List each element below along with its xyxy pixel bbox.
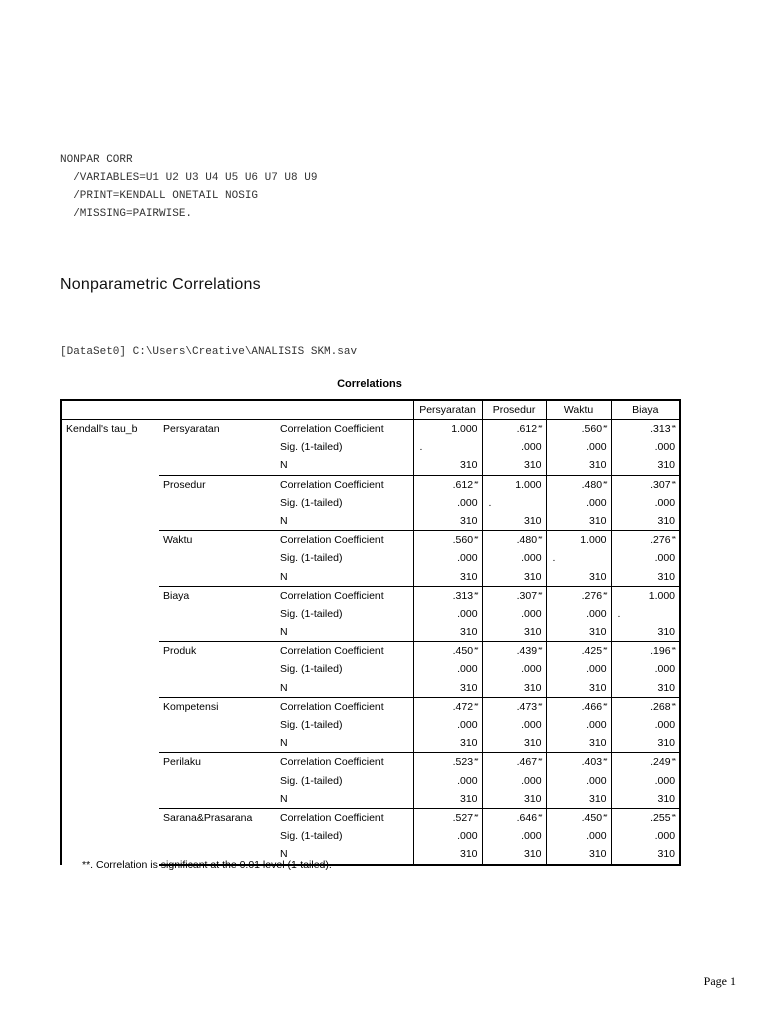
row-variable-label — [159, 660, 276, 678]
value-text: 310 — [460, 737, 478, 750]
significance-marker: ** — [671, 813, 676, 821]
value-text: .000 — [586, 774, 607, 787]
value-cell — [482, 734, 546, 753]
value-cell — [611, 642, 680, 661]
row-variable-label: Prosedur — [159, 475, 276, 494]
value-cell — [546, 456, 611, 475]
value-text: .523 — [452, 756, 474, 769]
significance-marker: ** — [538, 425, 542, 432]
value-text: .466 — [581, 700, 603, 713]
value-cell — [482, 790, 546, 809]
value-text: .473 — [516, 700, 538, 713]
significance-marker: ** — [474, 813, 478, 821]
statistic-label: N — [280, 626, 288, 639]
value-cell — [546, 845, 611, 864]
value-cell — [546, 623, 611, 642]
value-cell — [611, 494, 680, 512]
value-cell — [611, 456, 680, 475]
significance-marker: ** — [603, 480, 607, 488]
value-cell — [482, 642, 546, 661]
value-text: .403 — [581, 756, 603, 769]
value-cell — [482, 605, 546, 623]
value-cell — [611, 753, 680, 772]
value-cell — [546, 679, 611, 698]
statistic-label: N — [276, 845, 413, 864]
value-text: .000 — [457, 607, 478, 620]
value-text: .196 — [650, 645, 671, 658]
row-variable-label: Produk — [159, 642, 276, 661]
value-cell — [546, 753, 611, 772]
significance-marker: ** — [671, 425, 676, 432]
statistic-label: N — [280, 681, 288, 694]
value-cell — [611, 549, 680, 567]
value-cell — [413, 531, 482, 550]
statistic-label: Correlation Coefficient — [276, 531, 413, 550]
value-text: 310 — [460, 570, 478, 583]
value-cell — [413, 827, 482, 845]
value-cell — [546, 494, 611, 512]
value-cell — [546, 642, 611, 661]
value-text: .480 — [516, 534, 538, 547]
significance-marker: ** — [603, 647, 607, 655]
statistic-label: Correlation Coefficient — [276, 642, 413, 661]
table-footnote: **. Correlation is significant at the 0.01 level (1-tailed). — [82, 859, 332, 871]
value-text: .000 — [654, 496, 676, 509]
row-variable-label — [159, 734, 276, 753]
significance-marker: ** — [603, 758, 607, 766]
statistic-label: N — [280, 570, 288, 583]
column-header: Biaya — [611, 400, 680, 420]
statistic-label: Correlation Coefficient — [276, 420, 413, 439]
row-variable-label — [159, 605, 276, 623]
value-cell — [611, 512, 680, 531]
value-cell — [546, 734, 611, 753]
value-cell — [611, 827, 680, 845]
statistic-label: N — [280, 737, 288, 750]
value-cell — [413, 420, 482, 439]
value-text: 310 — [524, 792, 542, 805]
significance-marker: ** — [474, 536, 478, 544]
value-text: .000 — [457, 774, 478, 787]
table-title: Correlations — [337, 378, 402, 390]
value-text: 1.000 — [451, 423, 478, 435]
value-cell — [482, 420, 546, 439]
statistic-label: N — [280, 792, 288, 805]
value-text: . — [617, 607, 621, 620]
value-text: 310 — [589, 570, 607, 583]
row-variable-label: Persyaratan — [159, 420, 276, 439]
significance-marker: ** — [538, 536, 542, 544]
value-cell — [482, 549, 546, 567]
value-text: .000 — [521, 830, 542, 843]
value-text: 310 — [657, 848, 676, 861]
value-text: .000 — [521, 774, 542, 787]
value-text: 310 — [589, 514, 607, 527]
value-cell — [482, 586, 546, 605]
value-cell — [413, 845, 482, 864]
row-variable-label — [159, 512, 276, 531]
value-text: .527 — [452, 811, 474, 824]
table-header-row — [61, 400, 680, 420]
value-cell — [482, 512, 546, 531]
value-text: 310 — [460, 681, 478, 694]
value-cell — [546, 420, 611, 439]
value-cell — [611, 623, 680, 642]
value-text: .425 — [581, 645, 603, 658]
value-cell — [546, 438, 611, 456]
value-cell — [611, 716, 680, 734]
statistic-label: N — [280, 459, 288, 472]
significance-marker: ** — [538, 591, 542, 599]
value-text: .612 — [516, 423, 538, 435]
value-cell — [482, 827, 546, 845]
statistic-label: Correlation Coefficient — [276, 753, 413, 772]
value-text: .000 — [586, 719, 607, 731]
value-text: 310 — [657, 514, 676, 527]
value-cell — [413, 549, 482, 567]
value-cell — [482, 772, 546, 790]
statistic-label: Sig. (1-tailed) — [280, 774, 343, 787]
value-text: .000 — [586, 496, 607, 509]
value-cell — [482, 438, 546, 456]
value-cell — [611, 660, 680, 678]
row-variable-label: Biaya — [159, 586, 276, 605]
row-variable-label: Perilaku — [159, 753, 276, 772]
value-text: .313 — [650, 423, 671, 435]
value-cell — [482, 716, 546, 734]
value-cell — [413, 623, 482, 642]
value-text: 310 — [460, 459, 478, 472]
value-cell — [482, 531, 546, 550]
significance-marker: ** — [603, 591, 607, 599]
value-text: 1.000 — [580, 534, 607, 547]
dataset-path: [DataSet0] C:\Users\Creative\ANALISIS SKM.sav — [60, 346, 358, 358]
value-text: .000 — [586, 441, 607, 454]
row-variable-label — [159, 716, 276, 734]
significance-marker: ** — [671, 647, 676, 655]
value-cell — [413, 475, 482, 494]
value-cell — [546, 531, 611, 550]
value-cell — [413, 512, 482, 531]
value-cell — [611, 568, 680, 587]
value-text: .000 — [654, 552, 676, 565]
value-text: 310 — [657, 626, 676, 639]
significance-marker: ** — [671, 758, 676, 766]
value-text: 310 — [657, 681, 676, 694]
value-cell — [546, 827, 611, 845]
value-text: .276 — [650, 534, 671, 547]
value-cell — [611, 475, 680, 494]
value-text: .000 — [457, 663, 478, 676]
value-cell — [611, 531, 680, 550]
column-header: Persyaratan — [413, 400, 482, 420]
value-cell — [413, 642, 482, 661]
value-text: .000 — [654, 830, 676, 843]
significance-marker: ** — [538, 813, 542, 821]
statistic-label: Correlation Coefficient — [276, 697, 413, 716]
value-cell — [482, 753, 546, 772]
value-text: .000 — [586, 830, 607, 843]
value-text: .276 — [581, 589, 603, 602]
value-text: . — [488, 496, 492, 509]
value-cell — [413, 660, 482, 678]
value-text: 310 — [460, 792, 478, 805]
value-text: .000 — [457, 552, 478, 565]
value-text: .472 — [452, 700, 474, 713]
value-cell — [482, 660, 546, 678]
value-text: 310 — [589, 681, 607, 694]
value-text: .268 — [650, 700, 671, 713]
statistic-label: Sig. (1-tailed) — [280, 441, 343, 454]
value-text: . — [552, 552, 556, 565]
value-text: 310 — [460, 848, 478, 861]
value-text: 310 — [524, 570, 542, 583]
value-text: .255 — [650, 811, 671, 824]
value-cell — [413, 679, 482, 698]
value-cell — [482, 475, 546, 494]
value-text: .249 — [650, 756, 671, 769]
value-cell — [482, 456, 546, 475]
significance-marker: ** — [603, 425, 607, 432]
value-cell — [611, 772, 680, 790]
value-text: .439 — [516, 645, 538, 658]
value-text: 310 — [524, 514, 542, 527]
significance-marker: ** — [538, 702, 542, 710]
value-cell — [546, 512, 611, 531]
value-cell — [546, 697, 611, 716]
value-cell — [611, 697, 680, 716]
statistic-label: Sig. (1-tailed) — [280, 663, 343, 676]
value-cell — [482, 845, 546, 864]
column-header: Waktu — [546, 400, 611, 420]
value-cell — [611, 679, 680, 698]
value-cell — [413, 456, 482, 475]
row-variable-label — [159, 623, 276, 642]
value-cell — [546, 475, 611, 494]
value-cell — [611, 790, 680, 809]
value-text: .307 — [516, 589, 538, 602]
row-variable-label — [159, 568, 276, 587]
value-cell — [413, 772, 482, 790]
value-text: .000 — [654, 719, 676, 731]
value-text: .000 — [521, 552, 542, 565]
value-text: .000 — [654, 441, 676, 454]
statistic-label: Sig. (1-tailed) — [280, 719, 343, 731]
row-variable-label: Sarana&Prasarana — [159, 808, 276, 827]
table-body — [61, 420, 680, 865]
significance-marker: ** — [603, 813, 607, 821]
column-header: Prosedur — [482, 400, 546, 420]
significance-marker: ** — [474, 702, 478, 710]
value-cell — [546, 772, 611, 790]
value-cell — [482, 568, 546, 587]
row-variable-label: Waktu — [159, 531, 276, 550]
value-cell — [546, 586, 611, 605]
syntax-code: NONPAR CORR /VARIABLES=U1 U2 U3 U4 U5 U6 U7 U8 U9 /PRINT=KENDALL ONETAIL NOSIG /MISSING=PAIRWISE. — [60, 154, 318, 220]
value-text: 310 — [657, 459, 676, 472]
value-text: 310 — [589, 737, 607, 750]
row-variable-label — [159, 456, 276, 475]
value-cell — [482, 808, 546, 827]
value-cell — [546, 605, 611, 623]
value-text: 310 — [589, 848, 607, 861]
significance-marker: ** — [538, 647, 542, 655]
value-text: .000 — [457, 496, 478, 509]
value-text: 310 — [524, 681, 542, 694]
value-cell — [413, 790, 482, 809]
value-cell — [611, 845, 680, 864]
value-text: .646 — [516, 811, 538, 824]
value-text: 310 — [589, 792, 607, 805]
value-cell — [611, 808, 680, 827]
value-cell — [546, 716, 611, 734]
value-cell — [546, 790, 611, 809]
value-cell — [546, 549, 611, 567]
value-text: . — [419, 441, 423, 454]
significance-marker: ** — [671, 480, 676, 488]
value-text: .560 — [581, 423, 603, 435]
value-cell — [482, 697, 546, 716]
page-number: Page 1 — [703, 974, 736, 988]
significance-marker: ** — [538, 758, 542, 766]
row-variable-label — [159, 438, 276, 456]
value-text: .000 — [521, 607, 542, 620]
value-cell — [413, 568, 482, 587]
value-text: 310 — [589, 459, 607, 472]
value-text: 310 — [524, 848, 542, 861]
row-variable-label — [159, 679, 276, 698]
value-text: 310 — [657, 570, 676, 583]
value-text: .000 — [654, 774, 676, 787]
significance-marker: ** — [474, 591, 478, 599]
header-blank-cell — [61, 400, 413, 420]
value-text: .000 — [654, 663, 676, 676]
value-text: .480 — [581, 478, 603, 491]
correlations-table — [60, 399, 681, 866]
row-variable-label — [159, 827, 276, 845]
value-text: 310 — [460, 626, 478, 639]
row-variable-label — [159, 494, 276, 512]
value-text: 310 — [524, 626, 542, 639]
value-text: 310 — [657, 792, 676, 805]
value-cell — [546, 660, 611, 678]
method-label: Kendall's tau_b — [61, 420, 159, 865]
row-variable-label — [159, 549, 276, 567]
table-row — [61, 420, 680, 439]
statistic-label: Sig. (1-tailed) — [280, 607, 343, 620]
statistic-label: Correlation Coefficient — [276, 586, 413, 605]
value-cell — [413, 586, 482, 605]
value-text: 310 — [657, 737, 676, 750]
value-cell — [413, 697, 482, 716]
value-text: .307 — [650, 478, 671, 491]
value-cell — [482, 679, 546, 698]
value-text: .000 — [457, 719, 478, 731]
value-text: .560 — [452, 534, 474, 547]
value-text: .313 — [452, 589, 474, 602]
value-cell — [611, 734, 680, 753]
statistic-label: Sig. (1-tailed) — [280, 496, 343, 509]
significance-marker: ** — [671, 536, 676, 544]
value-cell — [611, 586, 680, 605]
row-variable-label: Kompetensi — [159, 697, 276, 716]
significance-marker: ** — [474, 480, 478, 488]
value-text: 310 — [524, 737, 542, 750]
value-text: .000 — [521, 441, 542, 454]
value-text: 310 — [524, 459, 542, 472]
value-cell — [611, 438, 680, 456]
value-text: .000 — [586, 607, 607, 620]
value-text: 1.000 — [648, 589, 676, 602]
section-heading: Nonparametric Correlations — [60, 276, 261, 293]
value-cell — [611, 605, 680, 623]
statistic-label: Correlation Coefficient — [276, 808, 413, 827]
value-cell — [413, 438, 482, 456]
value-text: .612 — [452, 478, 474, 491]
row-variable-label — [159, 790, 276, 809]
value-cell — [413, 605, 482, 623]
value-text: .000 — [457, 830, 478, 843]
value-text: .000 — [521, 663, 542, 676]
significance-marker: ** — [671, 702, 676, 710]
statistic-label: N — [280, 514, 288, 527]
value-cell — [413, 716, 482, 734]
value-text: .000 — [521, 719, 542, 731]
value-cell — [546, 808, 611, 827]
significance-marker: ** — [474, 758, 478, 766]
value-text: .467 — [516, 756, 538, 769]
value-text: 310 — [589, 626, 607, 639]
value-cell — [611, 420, 680, 439]
row-variable-label — [159, 772, 276, 790]
value-cell — [482, 494, 546, 512]
statistic-label: Sig. (1-tailed) — [280, 552, 343, 565]
significance-marker: ** — [603, 702, 607, 710]
value-cell — [413, 734, 482, 753]
statistic-label: Correlation Coefficient — [276, 475, 413, 494]
value-text: 310 — [460, 514, 478, 527]
value-text: 1.000 — [515, 478, 542, 491]
value-cell — [482, 623, 546, 642]
value-text: .450 — [452, 645, 474, 658]
value-cell — [413, 753, 482, 772]
statistic-label: Sig. (1-tailed) — [280, 830, 343, 843]
value-text: .450 — [581, 811, 603, 824]
value-cell — [413, 808, 482, 827]
value-text: .000 — [586, 663, 607, 676]
value-cell — [546, 568, 611, 587]
value-cell — [413, 494, 482, 512]
significance-marker: ** — [474, 647, 478, 655]
